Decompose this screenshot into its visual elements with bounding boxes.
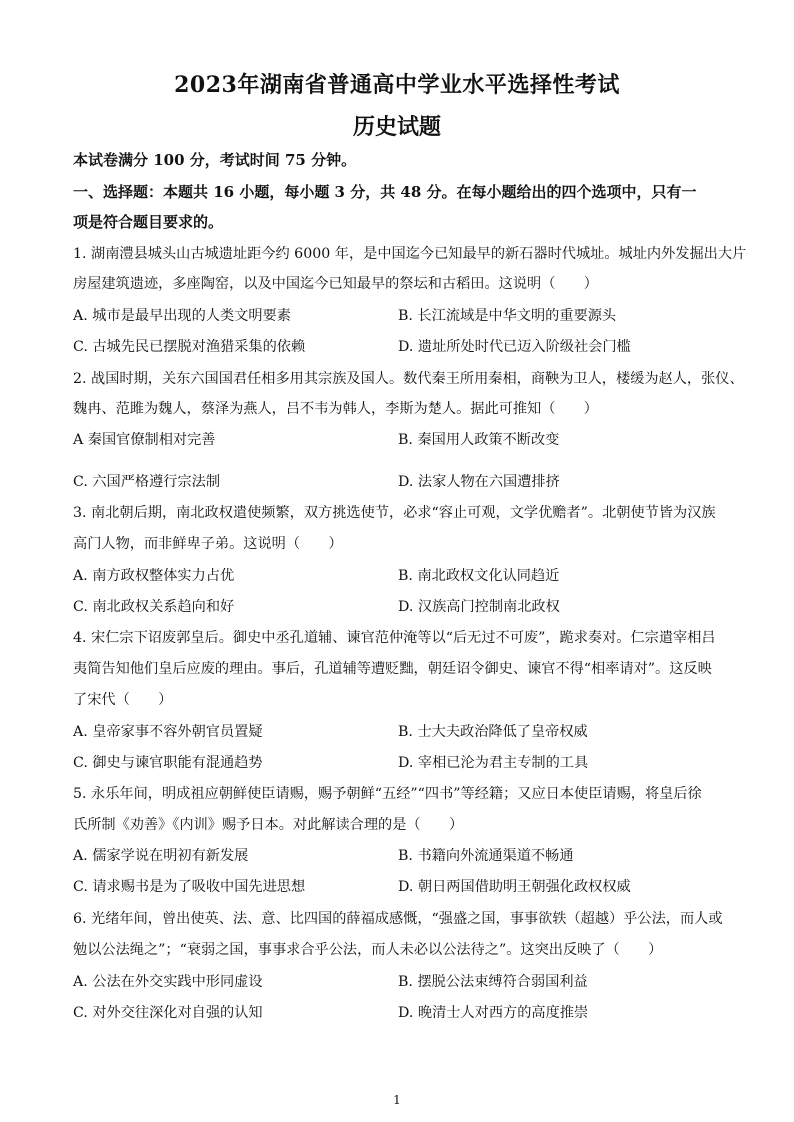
q6-stem-line2: 勉以公法绳之”；“衰弱之国，事事求合乎公法，而人未必以公法待之”。这突出反映了（ ） <box>73 942 663 958</box>
q5-option-c: C. 请求赐书是为了吸收中国先进思想 <box>73 879 306 895</box>
q1-option-c: C. 古城先民已摆脱对渔猎采集的依赖 <box>73 339 306 355</box>
q6-option-b: B. 摆脱公法束缚符合弱国利益 <box>398 974 588 990</box>
q3-option-b: B. 南北政权文化认同趋近 <box>398 568 560 584</box>
q2-option-c: C. 六国严格遵行宗法制 <box>73 474 221 490</box>
exam-title: 2023年湖南省普通高中学业水平选择性考试 <box>174 72 620 98</box>
q3-option-d: D. 汉族高门控制南北政权 <box>398 599 560 615</box>
q2-option-d: D. 法家人物在六国遭排挤 <box>398 474 560 490</box>
q2-stem-line2: 魏冉、范雎为魏人，蔡泽为燕人，吕不韦为韩人，李斯为楚人。据此可推知（ ） <box>73 401 598 417</box>
q5-stem-line1: 5. 永乐年间，明成祖应朝鲜使臣请赐，赐予朝鲜“五经”“四书”等经籍；又应日本使臣请赐，将皇后徐 <box>73 786 702 802</box>
q3-stem-line2: 高门人物，而非鲜卑子弟。这说明（ ） <box>73 536 343 552</box>
q4-option-c: C. 御史与谏官职能有混通趋势 <box>73 755 263 771</box>
section-heading-line2: 项是符合题目要求的。 <box>73 213 224 231</box>
q5-option-a: A. 儒家学说在明初有新发展 <box>73 848 249 864</box>
q1-option-a: A. 城市是最早出现的人类文明要素 <box>73 308 291 324</box>
q3-stem-line1: 3. 南北朝后期，南北政权遣使频繁，双方挑选使节，必求“容止可观，文学优赡者”。北朝使节皆为汉族 <box>73 505 716 521</box>
q2-stem-line1: 2. 战国时期，关东六国国君任相多用其宗族及国人。数代秦王所用秦相，商鞅为卫人，楼缓为赵人，张仪、 <box>73 371 744 387</box>
q4-option-d: D. 宰相已沦为君主专制的工具 <box>398 755 589 771</box>
q6-option-d: D. 晚清士人对西方的高度推崇 <box>398 1005 589 1021</box>
q5-option-b: B. 书籍向外流通渠道不畅通 <box>398 848 574 864</box>
q6-option-c: C. 对外交往深化对自强的认知 <box>73 1005 263 1021</box>
q4-stem-line2: 夷简告知他们皇后应废的理由。事后，孔道辅等遭贬黜，朝廷诏令御史、谏官不得“相率请对”。这反映 <box>73 661 712 677</box>
page-number: 1 <box>393 1093 401 1107</box>
q2-option-a: A 秦国官僚制相对完善 <box>73 432 216 448</box>
q2-option-b: B. 秦国用人政策不断改变 <box>398 432 560 448</box>
section-heading-line1: 一、选择题：本题共 16 小题，每小题 3 分，共 48 分。在每小题给出的四个选项中，只有一 <box>73 183 697 201</box>
q4-option-b: B. 士大夫政治降低了皇帝权威 <box>398 724 588 740</box>
q4-stem-line1: 4. 宋仁宗下诏废郭皇后。御史中丞孔道辅、谏官范仲淹等以“后无过不可废”，跪求奏对。仁宗遣宰相吕 <box>73 630 716 646</box>
instructions-line: 本试卷满分 100 分，考试时间 75 分钟。 <box>73 151 357 169</box>
q1-option-b: B. 长江流域是中华文明的重要源头 <box>398 308 617 324</box>
q4-option-a: A. 皇帝家事不容外朝官员置疑 <box>73 724 263 740</box>
q3-option-a: A. 南方政权整体实力占优 <box>73 568 235 584</box>
q6-stem-line1: 6. 光绪年间，曾出使英、法、意、比四国的薛福成感慨，“强盛之国，事事欲轶（超越）乎公法，而人或 <box>73 911 723 927</box>
q3-option-c: C. 南北政权关系趋向和好 <box>73 599 235 615</box>
q6-option-a: A. 公法在外交实践中形同虚设 <box>73 974 263 990</box>
q1-option-d: D. 遗址所处时代已迈入阶级社会门槛 <box>398 339 631 355</box>
exam-subtitle: 历史试题 <box>352 114 441 140</box>
q1-stem-line2: 房屋建筑遗迹，多座陶窑，以及中国迄今已知最早的祭坛和古稻田。这说明（ ） <box>73 276 598 292</box>
q5-stem-line2: 氏所制《劝善》《内训》赐予日本。对此解读合理的是（ ） <box>73 817 464 833</box>
q5-option-d: D. 朝日两国借助明王朝强化政权权威 <box>398 879 631 895</box>
q4-stem-line3: 了宋代（ ） <box>73 692 173 708</box>
q1-stem-line1: 1. 湖南澧县城头山古城遗址距今约 6000 年，是中国迄今已知最早的新石器时代城址。城址内外发掘出大片 <box>73 246 747 262</box>
